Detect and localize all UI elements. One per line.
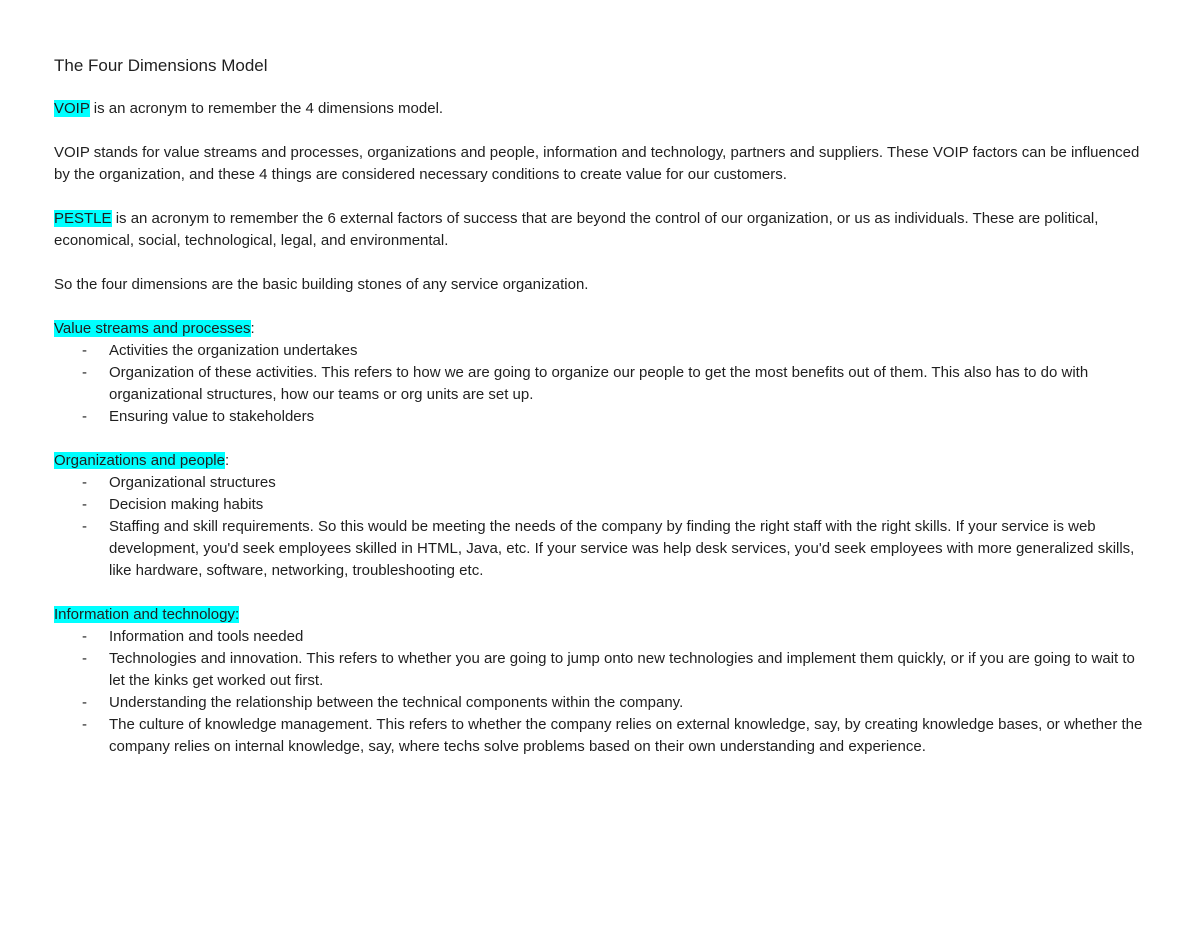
section-heading [54, 318, 1154, 340]
bullet-list [54, 626, 1154, 758]
list-item [54, 472, 1154, 494]
list-item-text: Staffing and skill requirements. So this would be meeting the needs of the company by finding the right staff with the right skills. If your service is web development, you'd seek employees skilled in HTML, Java, etc. If your service was help desk services, you'd seek employees with more generalized skills, like hardware, software, networking, troubleshooting etc. [109, 518, 1135, 579]
list-item [54, 626, 1154, 648]
bullet-dash: - [82, 716, 87, 733]
list-item-text: Understanding the relationship between the technical components within the company. [109, 694, 684, 711]
section-heading-suffix: : [224, 452, 230, 469]
bullet-dash: - [82, 650, 87, 667]
section-heading [54, 450, 1154, 472]
document-page [54, 54, 1154, 780]
voip-paragraph-text: is an acronym to remember the 4 dimensions model. [89, 100, 444, 117]
list-item-text: Information and tools needed [109, 628, 304, 645]
list-item-text: Activities the organization undertakes [109, 342, 358, 359]
bullet-dash: - [82, 342, 87, 359]
bullet-dash: - [82, 496, 87, 513]
bullet-dash: - [82, 408, 87, 425]
pestle-paragraph-text: is an acronym to remember the 6 external factors of success that are beyond the control of our organization, or us as individuals. These are political, economical, social, technological, legal, and environmental. [54, 210, 1099, 249]
voip-highlight: VOIP [54, 100, 90, 117]
document-title: The Four Dimensions Model [54, 56, 268, 75]
list-item-text: Ensuring value to stakeholders [109, 408, 315, 425]
pestle-highlight: PESTLE [54, 210, 112, 227]
list-item [54, 692, 1154, 714]
section-value-streams [54, 318, 1154, 428]
section-heading [54, 604, 1154, 626]
bullet-dash: - [82, 364, 87, 381]
bullet-list [54, 340, 1154, 428]
list-item [54, 362, 1154, 406]
list-item [54, 406, 1154, 428]
section-organizations-people [54, 450, 1154, 582]
list-item-text: Technologies and innovation. This refers to whether you are going to jump onto new technologies and implement them quickly, or if you are going to wait to let the kinks get worked out first. [109, 650, 1135, 689]
bullet-list [54, 472, 1154, 582]
list-item [54, 340, 1154, 362]
list-item [54, 648, 1154, 692]
list-item [54, 516, 1154, 582]
list-item-text: The culture of knowledge management. This refers to whether the company relies on external knowledge, say, by creating knowledge bases, or whether the company relies on internal knowledge, say, where techs solve problems based on their own understanding and experience. [109, 716, 1143, 755]
list-item-text: Organization of these activities. This refers to how we are going to organize our people to get the most benefits out of them. This also has to do with organizational structures, how our teams or org units are set up. [109, 364, 1089, 403]
section-information-technology [54, 604, 1154, 758]
section-heading-highlight: Information and technology: [54, 606, 240, 623]
bullet-dash: - [82, 474, 87, 491]
section-heading-suffix: : [250, 320, 255, 337]
bullet-dash: - [82, 628, 87, 645]
section-heading-highlight: Organizations and people [54, 452, 225, 469]
list-item-text: Decision making habits [109, 496, 264, 513]
pestle-paragraph [54, 208, 1154, 252]
bullet-dash: - [82, 694, 87, 711]
voip-paragraph [54, 98, 1154, 120]
summary-paragraph: So the four dimensions are the basic building stones of any service organization. [54, 276, 589, 293]
section-heading-highlight: Value streams and processes [54, 320, 251, 337]
list-item [54, 714, 1154, 758]
list-item [54, 494, 1154, 516]
bullet-dash: - [82, 518, 87, 535]
list-item-text: Organizational structures [109, 474, 276, 491]
voip-factors-paragraph: VOIP stands for value streams and processes, organizations and people, information and technology, partners and suppliers. These VOIP factors can be influenced by the organization, and these 4 things are considered necessary conditions to create value for our customers. [54, 144, 1140, 183]
